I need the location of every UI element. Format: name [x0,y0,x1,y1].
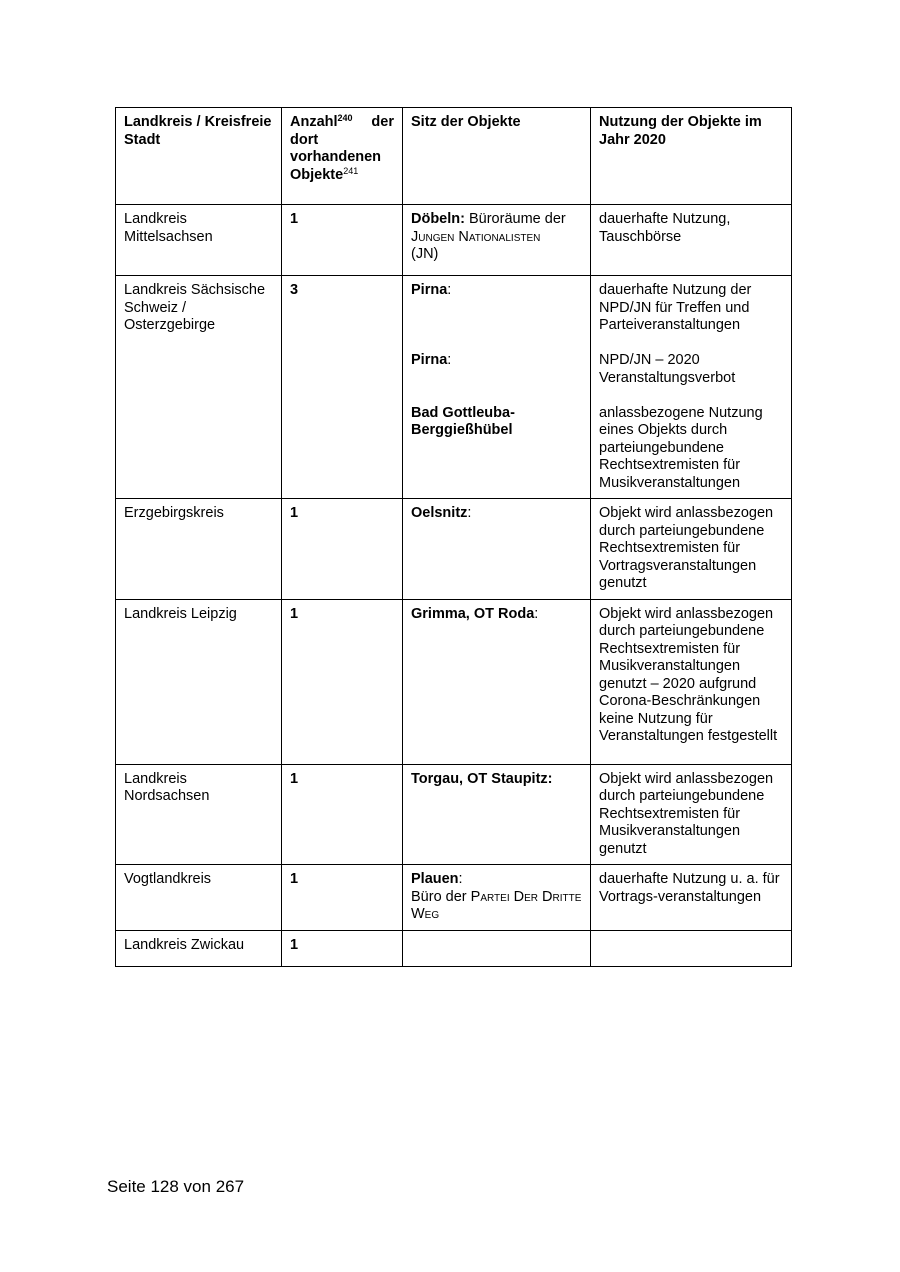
table-header-row [116,108,792,205]
table-row [116,764,792,865]
table-row [116,930,792,966]
cell-sitz: Grimma, OT Roda: [403,599,591,764]
table-row [116,276,792,499]
cell-anzahl: 3 [282,276,403,499]
cell-sitz: Plauen: Büro der Partei Der Dritte Weg [403,865,591,931]
cell-anzahl: 1 [282,599,403,764]
table-row [116,865,792,931]
header-nutzung: Nutzung der Objekte im Jahr 2020 [591,108,792,205]
page-number: Seite 128 von 267 [107,1177,245,1196]
header-anzahl: Anzahl$^{240}$ der dort vorhandenen Objekte$^{241}$ [282,108,403,205]
cell-anzahl: 1 [282,764,403,865]
cell-anzahl: 1 [282,205,403,276]
header-sitz: Sitz der Objekte [403,108,591,205]
cell-landkreis: Landkreis Mittelsachsen [116,205,282,276]
cell-anzahl: 1 [282,499,403,600]
cell-landkreis: Landkreis Sächsische Schweiz / Osterzgebirge [116,276,282,499]
footnote-ref-241: 241 [343,165,359,176]
header-landkreis: Landkreis / Kreisfreie Stadt [116,108,282,205]
cell-sitz [403,930,591,966]
cell-nutzung: Objekt wird anlassbezogen durch parteiungebundene Rechtsextremisten für Musikveranstaltungen genutzt [591,764,792,865]
cell-sitz: Döbeln: Büroräume der Jungen Nationalisten (JN) [403,205,591,276]
cell-nutzung: Objekt wird anlassbezogen durch parteiungebundene Rechtsextremisten für Vortragsveranstaltungen genutzt [591,499,792,600]
cell-anzahl: 1 [282,865,403,931]
objects-table [115,107,792,967]
cell-landkreis: Erzgebirgskreis [116,499,282,600]
footnote-ref-240: 240 [337,113,353,123]
cell-nutzung: Objekt wird anlassbezogen durch parteiungebundene Rechtsextremisten für Musikveranstaltungen genutzt – 2020 aufgrund Corona-Beschränkungen keine Nutzung für Veranstaltungen festgestellt [591,599,792,764]
cell-landkreis: Vogtlandkreis [116,865,282,931]
cell-sitz: Torgau, OT Staupitz: [403,764,591,865]
cell-sitz: Pirna: Pirna: Bad Gottleuba-Berggießhübel [403,276,591,499]
cell-sitz: Oelsnitz: [403,499,591,600]
cell-landkreis: Landkreis Zwickau [116,930,282,966]
cell-landkreis: Landkreis Leipzig [116,599,282,764]
cell-anzahl: 1 [282,930,403,966]
table-row [116,205,792,276]
cell-landkreis: Landkreis Nordsachsen [116,764,282,865]
table-row [116,599,792,764]
cell-nutzung: dauerhafte Nutzung der NPD/JN für Treffen und Parteiveranstaltungen NPD/JN – 2020 Veranstaltungsverbot anlassbezogene Nutzung eines Objekts durch parteiungebundene Rechtsextremisten für Musikveranstaltungen [591,276,792,499]
cell-nutzung: dauerhafte Nutzung u. a. für Vortrags-veranstaltungen [591,865,792,931]
table-row [116,499,792,600]
cell-nutzung [591,930,792,966]
cell-nutzung: dauerhafte Nutzung, Tauschbörse [591,205,792,276]
